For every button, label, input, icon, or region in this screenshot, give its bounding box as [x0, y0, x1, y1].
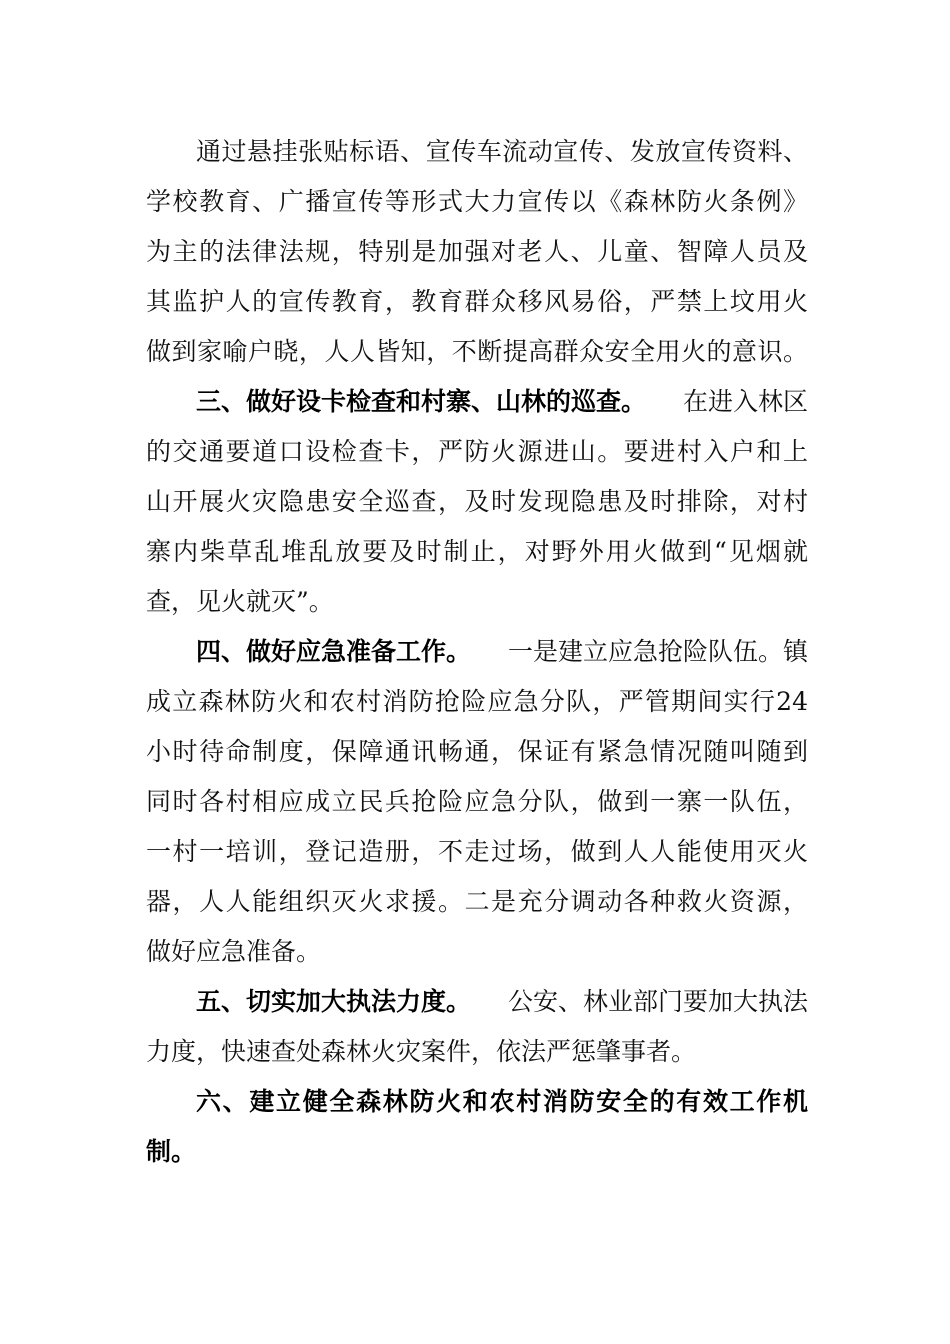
paragraph-1-line-3: 为主的法律法规，特别是加强对老人、儿童、智障人员及 [146, 237, 808, 266]
paragraph-1-line-1: 通过悬挂张贴标语、宣传车流动宣传、发放宣传资料、 [196, 137, 808, 166]
paragraph-3-line-5: 一村一培训，登记造册，不走过场，做到人人能使用灭火 [146, 837, 808, 866]
paragraph-2-line-2: 的交通要道口设检查卡，严防火源进山。要进村入户和上 [146, 437, 808, 466]
paragraph-3-line-6: 器，人人能组织灭火求援。二是充分调动各种救火资源， [146, 887, 808, 916]
paragraph-3-line-4: 同时各村相应成立民兵抢险应急分队，做到一寨一队伍， [146, 787, 808, 816]
paragraph-1-line-4: 其监护人的宣传教育，教育群众移风易俗，严禁上坟用火 [146, 287, 808, 316]
section-heading-4: 四、做好应急准备工作。 [196, 637, 472, 666]
paragraph-3-line-7: 做好应急准备。 [146, 937, 322, 966]
section-heading-5: 五、切实加大执法力度。 [196, 987, 472, 1016]
paragraph-3-line-3: 小时待命制度，保障通讯畅通，保证有紧急情况随叫随到 [146, 737, 808, 766]
paragraph-4-line-2: 力度，快速查处森林火灾案件，依法严惩肇事者。 [146, 1037, 697, 1066]
paragraph-1-line-5: 做到家喻户晓，人人皆知，不断提高群众安全用火的意识。 [146, 337, 808, 366]
paragraph-2-line-4: 寨内柴草乱堆乱放要及时制止，对野外用火做到“见烟就 [146, 537, 808, 566]
paragraph-2-line-1-text: 在进入林区 [682, 387, 808, 416]
paragraph-1-line-2: 学校教育、广播宣传等形式大力宣传以《森林防火条例》 [146, 187, 808, 216]
section-heading-6-line-2: 制。 [146, 1137, 197, 1166]
paragraph-3-line-1-text: 一是建立应急抢险队伍。镇 [507, 637, 808, 666]
paragraph-2-line-1 [196, 382, 808, 422]
paragraph-4-line-1 [196, 982, 808, 1022]
paragraph-4-line-1-text: 公安、林业部门要加大执法 [507, 987, 808, 1016]
section-heading-6-line-1: 六、建立健全森林防火和农村消防安全的有效工作机 [196, 1087, 808, 1116]
paragraph-2-line-3: 山开展火灾隐患安全巡查，及时发现隐患及时排除，对村 [146, 487, 808, 516]
section-heading-3: 三、做好设卡检查和村寨、山林的巡查。 [196, 387, 647, 416]
paragraph-2-line-5: 查，见火就灭”。 [146, 587, 334, 616]
paragraph-3-line-1 [196, 632, 808, 672]
paragraph-3-line-2: 成立森林防火和农村消防抢险应急分队，严管期间实行24 [146, 687, 808, 716]
